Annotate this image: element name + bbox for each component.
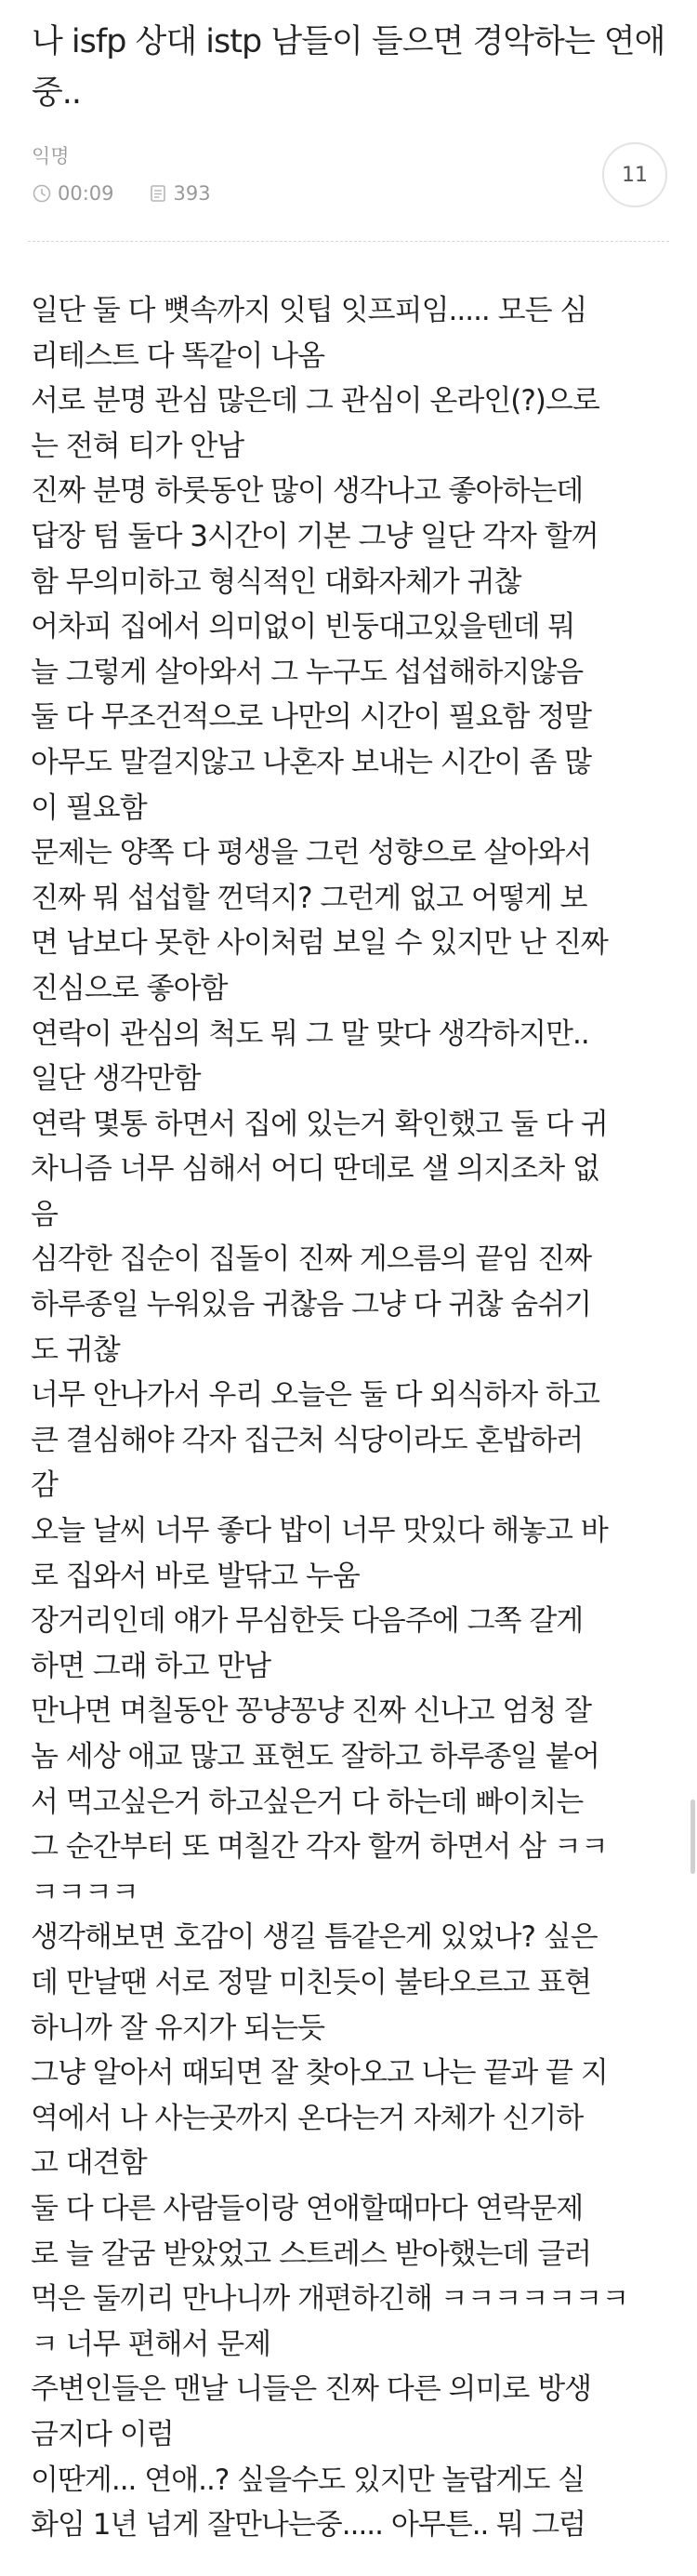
body-line: 고 대견함	[31, 2146, 147, 2181]
post-meta	[32, 142, 589, 206]
body-line: 그냥 알아서 때되면 잘 찾아오고 나는 끝과 끝 지	[31, 2056, 608, 2091]
body-line: 감	[31, 1468, 58, 1503]
body-line: 어차피 집에서 의미없이 빈둥대고있을텐데 뭐	[31, 610, 575, 644]
post-title: 나 isfp 상대 istp 남들이 들으면 경악하는 연애중..	[32, 23, 665, 112]
divider	[28, 241, 669, 242]
body-line: 이 필요함	[31, 790, 147, 825]
clock-icon	[32, 183, 52, 204]
body-line: 면 남보다 못한 사이처럼 보일 수 있지만 난 진짜	[31, 926, 608, 961]
body-line: 생각해보면 호감이 생길 틈같은게 있었나? 싶은	[31, 1920, 598, 1955]
post-time-text: 00:09	[58, 182, 114, 205]
body-line: 둘 다 무조건적으로 나만의 시간이 필요함 정말	[31, 700, 592, 735]
body-line: 진짜 분명 하룻동안 많이 생각나고 좋아하는데	[31, 474, 584, 509]
body-line: 하면 그래 하고 만남	[31, 1649, 271, 1683]
body-line: 화임 1년 넘게 잘만나는중..... 아무튼.. 뭐 그럼	[31, 2508, 585, 2543]
body-line: 장거리인데 얘가 무심한듯 다음주에 그쪽 갈게	[31, 1604, 584, 1639]
body-line: 먹은 둘끼리 만나니까 개편하긴해 ㅋㅋㅋㅋㅋㅋㅋ	[31, 2282, 629, 2317]
body-line: 너무 안나가서 우리 오늘은 둘 다 외식하자 하고	[31, 1378, 599, 1413]
body-line: 문제는 양쪽 다 평생을 그런 성향으로 살아와서	[31, 836, 592, 870]
author-name: 익명	[32, 145, 70, 167]
body-line: 답장 텀 둘다 3시간이 기본 그냥 일단 각자 할꺼	[31, 519, 598, 553]
body-line: 연락이 관심의 척도 뭐 그 말 맞다 생각하지만..	[31, 1016, 589, 1051]
body-line: 이딴게... 연애..? 싶을수도 있지만 놀랍게도 실	[31, 2463, 585, 2497]
body-line: 놈 세상 애교 많고 표현도 잘하고 하루종일 붙어	[31, 1740, 599, 1773]
post-time	[32, 181, 114, 206]
body-line: 하니까 잘 유지가 되는듯	[31, 2011, 325, 2045]
body-line: 차니즘 너무 심해서 어디 딴데로 샐 의지조차 없	[31, 1152, 599, 1187]
body-line: 함 무의미하고 형식적인 대화자체가 귀찮	[31, 564, 521, 599]
body-line: 금지다 이럼	[31, 2417, 174, 2451]
post-views	[148, 181, 211, 206]
post-views-count: 393	[173, 182, 211, 205]
body-line: ㅋ 너무 편해서 문제	[31, 2327, 271, 2361]
body-line: 서 먹고싶은거 하고싶은거 다 하는데 빠이치는	[31, 1785, 584, 1819]
body-line: 로 늘 갈굼 받았었고 스트레스 받아했는데 글러	[31, 2237, 592, 2271]
comment-count: 11	[622, 163, 648, 187]
body-line: 로 집와서 바로 발닦고 누움	[31, 1559, 360, 1593]
body-line: 도 귀찮	[31, 1333, 120, 1367]
body-line: 데 만날땐 서로 정말 미친듯이 불타오르고 표현	[31, 1965, 592, 1999]
document-icon	[148, 183, 168, 204]
body-line: 하루종일 누워있음 귀찮음 그냥 다 귀찮 숨쉬기	[31, 1288, 592, 1322]
post-body	[31, 288, 672, 2548]
comment-count-button[interactable]	[602, 142, 667, 207]
body-line: 오늘 날씨 너무 좋다 밥이 너무 맛있다 해놓고 바	[31, 1514, 608, 1548]
body-line: 일단 생각만함	[31, 1062, 201, 1096]
body-line: ㅋㅋㅋㅋ	[31, 1875, 138, 1909]
body-line: 진심으로 좋아함	[31, 971, 228, 1005]
body-line: 연락 몇통 하면서 집에 있는거 확인했고 둘 다 귀	[31, 1107, 608, 1141]
body-line: 만나면 며칠동안 꽁냥꽁냥 진짜 신나고 엄청 잘	[31, 1694, 592, 1729]
body-line: 아무도 말걸지않고 나혼자 보내는 시간이 좀 많	[31, 745, 592, 779]
body-line: 둘 다 다른 사람들이랑 연애할때마다 연락문제	[31, 2191, 584, 2225]
body-line: 서로 분명 관심 많은데 그 관심이 온라인(?)으로	[31, 384, 599, 418]
body-line: 큰 결심해야 각자 집근처 식당이라도 혼밥하러	[31, 1423, 584, 1457]
body-line: 진짜 뭐 섭섭할 껀덕지? 그런게 없고 어떻게 보	[31, 881, 587, 915]
body-line: 역에서 나 사는곳까지 온다는거 자체가 신기하	[31, 2101, 584, 2135]
body-line: 리테스트 다 똑같이 나옴	[31, 339, 325, 373]
body-line: 는 전혀 티가 안남	[31, 429, 244, 463]
body-line: 그 순간부터 또 며칠간 각자 할꺼 하면서 삼 ㅋㅋ	[31, 1830, 608, 1865]
post-stats	[32, 181, 589, 206]
scrollbar[interactable]	[690, 1799, 695, 1874]
body-line: 일단 둘 다 뼛속까지 잇팁 잇프피임..... 모든 심	[31, 294, 587, 327]
body-line: 심각한 집순이 집돌이 진짜 게으름의 끝임 진짜	[31, 1242, 592, 1277]
body-line: 주변인들은 맨날 니들은 진짜 다른 의미로 방생	[31, 2372, 592, 2407]
body-line: 음	[31, 1197, 58, 1231]
body-line: 늘 그렇게 살아와서 그 누구도 섭섭해하지않음	[31, 655, 584, 689]
